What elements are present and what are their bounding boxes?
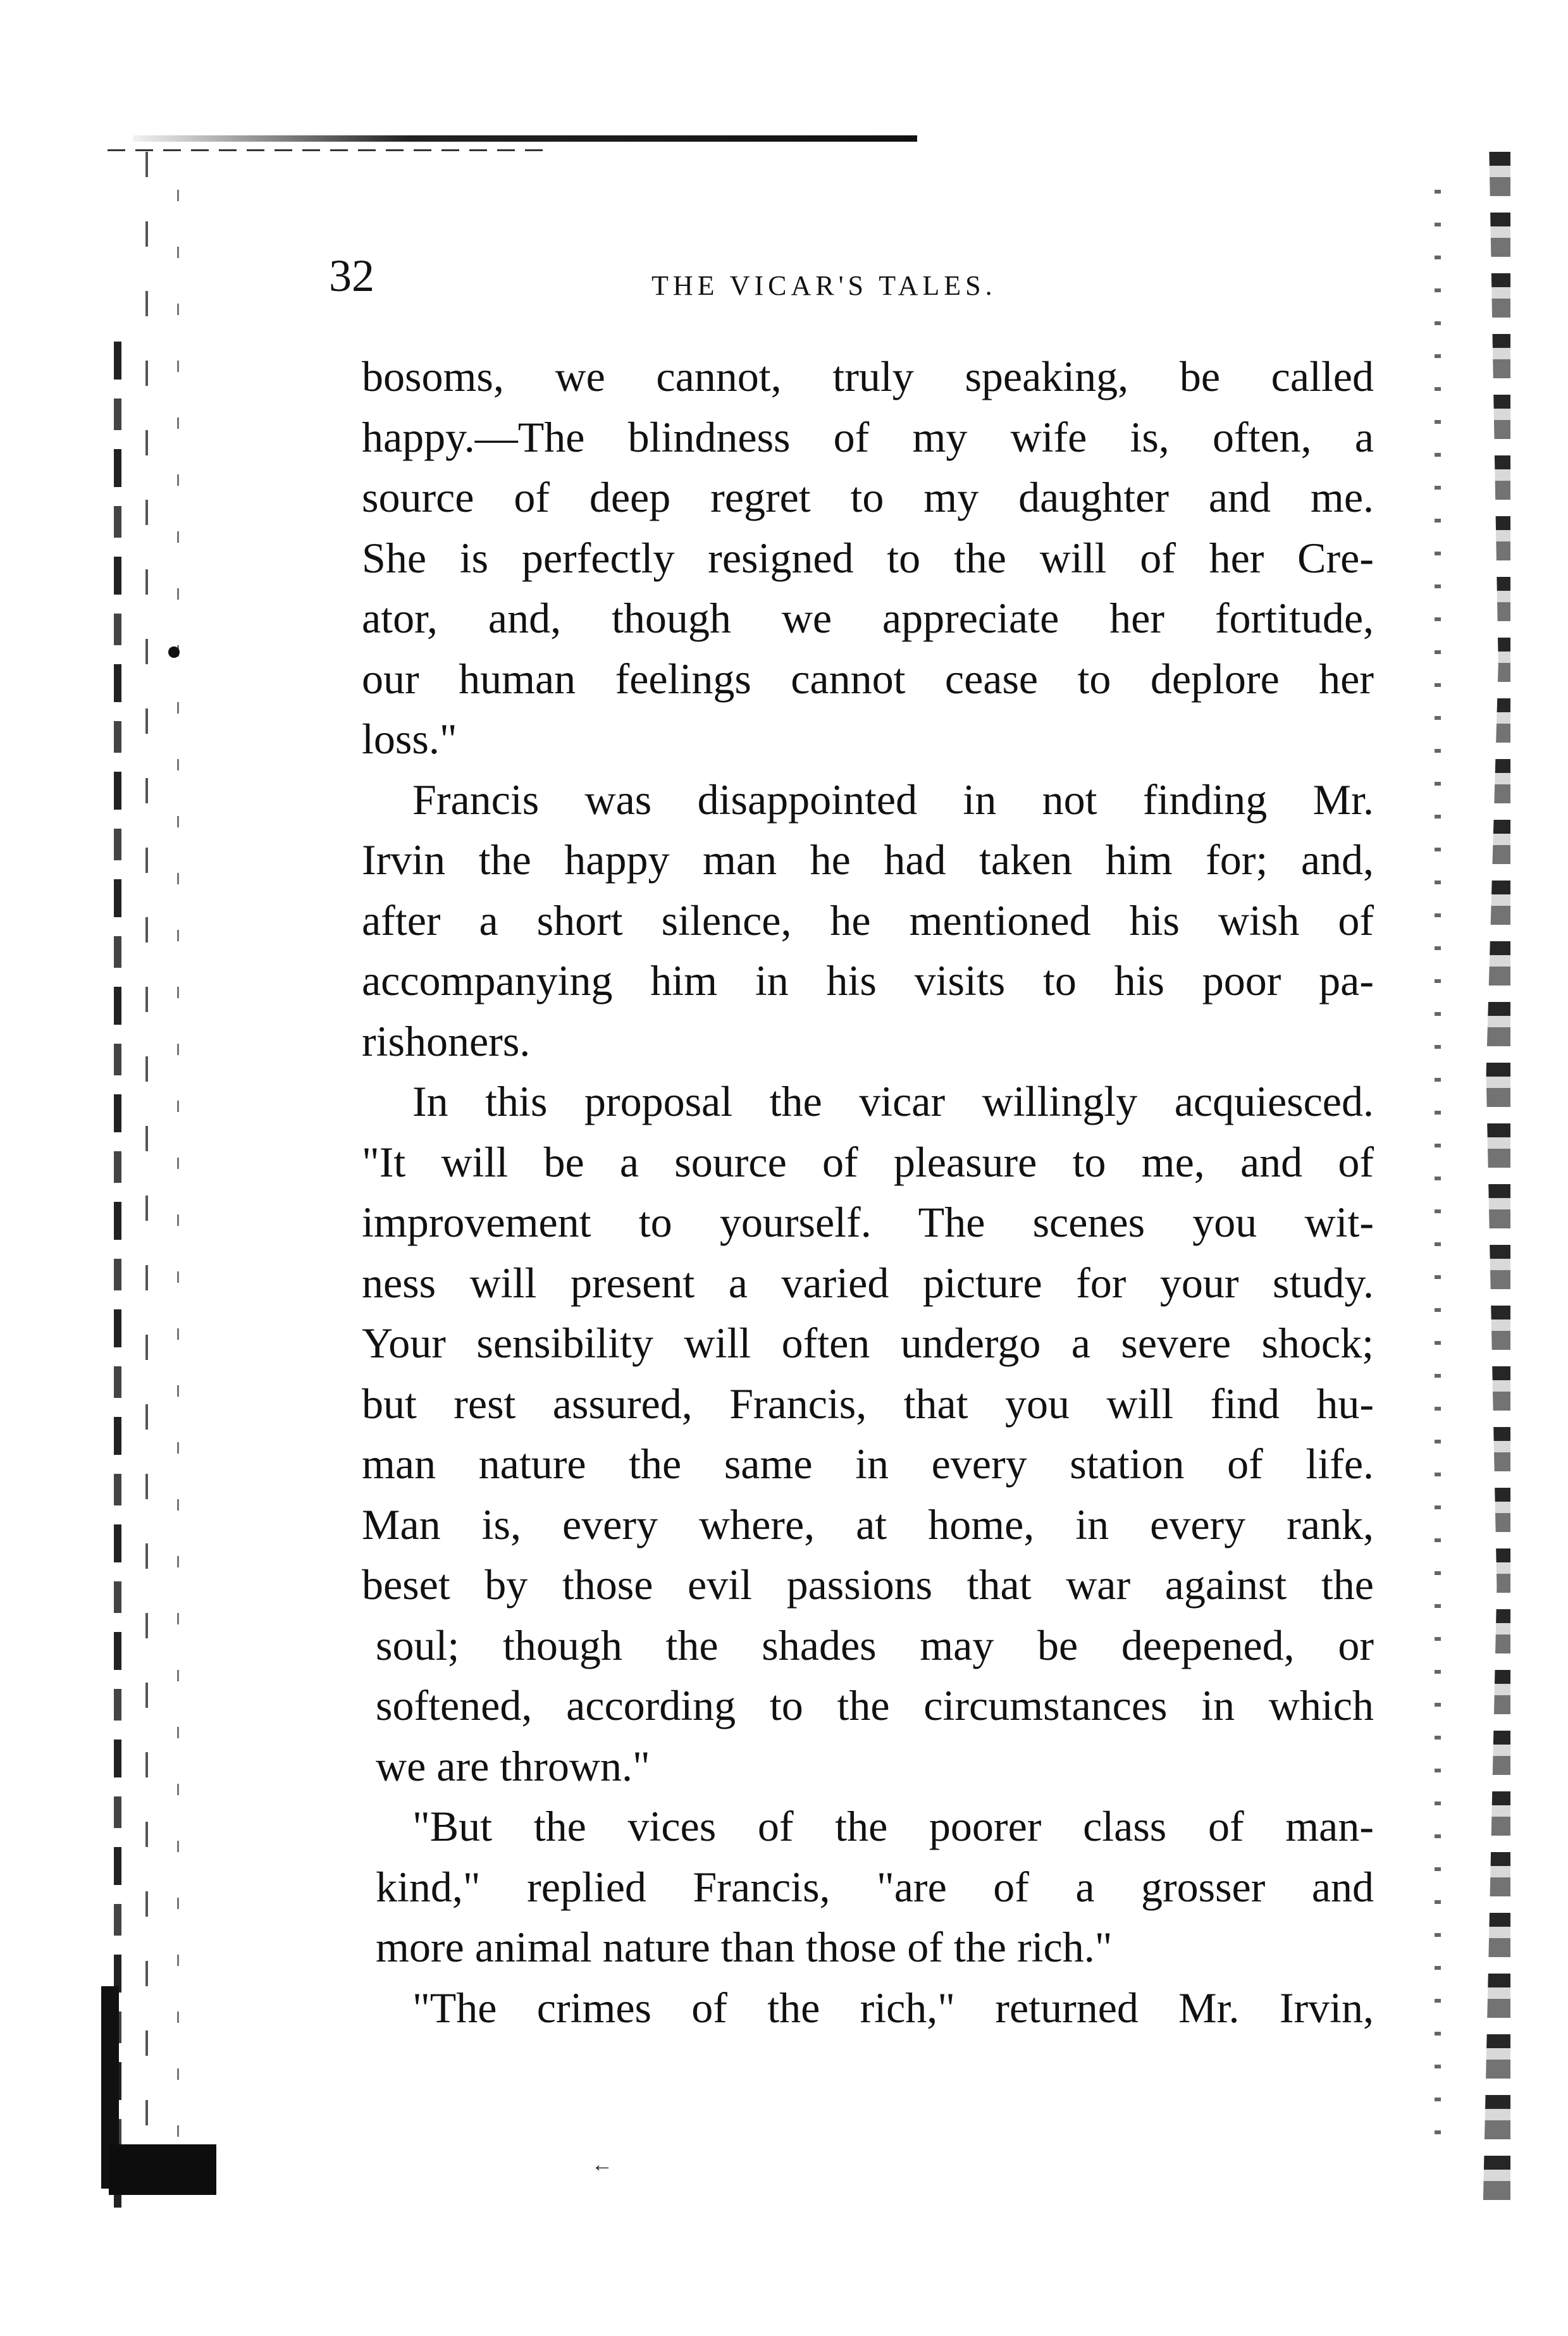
text-line: improvement to yourself. The scenes you wit- [362, 1198, 1374, 1246]
scan-right-edge [1480, 152, 1510, 2201]
text-line: rishoners. [362, 1017, 531, 1065]
text-line: She is perfectly resigned to the will of her Cre- [362, 533, 1374, 582]
scan-top-rule-dashed [108, 149, 550, 151]
scan-bottom-mark: ← [591, 2153, 613, 2177]
text-line: softened, according to the circumstances in which [376, 1681, 1374, 1729]
text-line: happy.—The blindness of my wife is, often, a [362, 412, 1374, 461]
scan-left-edge-line [145, 152, 148, 2176]
text-line: we are thrown." [376, 1741, 650, 1790]
running-head: THE VICAR'S TALES. [651, 270, 997, 301]
text-line: In this proposal the vicar willingly acquiesced. [412, 1077, 1374, 1125]
text-line: Your sensibility will often undergo a severe shock; [362, 1319, 1374, 1367]
text-line: ator, and, though we appreciate her fortitude, [362, 594, 1374, 642]
text-line: Francis was disappointed in not finding Mr. [412, 775, 1374, 824]
text-line: Irvin the happy man he had taken him for; and, [362, 836, 1374, 884]
text-line: beset by those evil passions that war against the [362, 1560, 1374, 1609]
scan-ink-dot [168, 646, 180, 658]
text-line: our human feelings cannot cease to deplore her [362, 654, 1374, 703]
text-line: bosoms, we cannot, truly speaking, be called [362, 352, 1374, 400]
text-line: after a short silence, he mentioned his wish of [362, 896, 1374, 944]
text-line: man nature the same in every station of life. [362, 1440, 1374, 1488]
text-line: kind," replied Francis, "are of a grosser and [376, 1862, 1374, 1911]
text-line: "It will be a source of pleasure to me, and of [362, 1137, 1374, 1186]
text-line: "But the vices of the poorer class of man- [412, 1802, 1374, 1850]
page-number: 32 [329, 250, 374, 301]
body-text [362, 347, 1374, 2038]
text-line: soul; though the shades may be deepened, or [376, 1621, 1374, 1669]
scan-left-edge [114, 342, 121, 2208]
scan-left-edge-line-faint [177, 190, 179, 2182]
text-line: more animal nature than those of the rich." [376, 1923, 1113, 1971]
text-line: "The crimes of the rich," returned Mr. Irvin, [412, 1983, 1374, 2032]
text-line: accompanying him in his visits to his poor pa- [362, 956, 1374, 1004]
text-line: ness will present a varied picture for your study. [362, 1258, 1374, 1307]
scan-top-rule [133, 135, 917, 142]
scan-right-edge-line [1435, 190, 1441, 2151]
scan-bottom-left-block [109, 2144, 216, 2195]
text-line: loss." [362, 715, 457, 763]
text-line: Man is, every where, at home, in every rank, [362, 1500, 1374, 1548]
text-line: but rest assured, Francis, that you will find hu- [362, 1379, 1374, 1428]
text-line: source of deep regret to my daughter and me. [362, 473, 1374, 521]
